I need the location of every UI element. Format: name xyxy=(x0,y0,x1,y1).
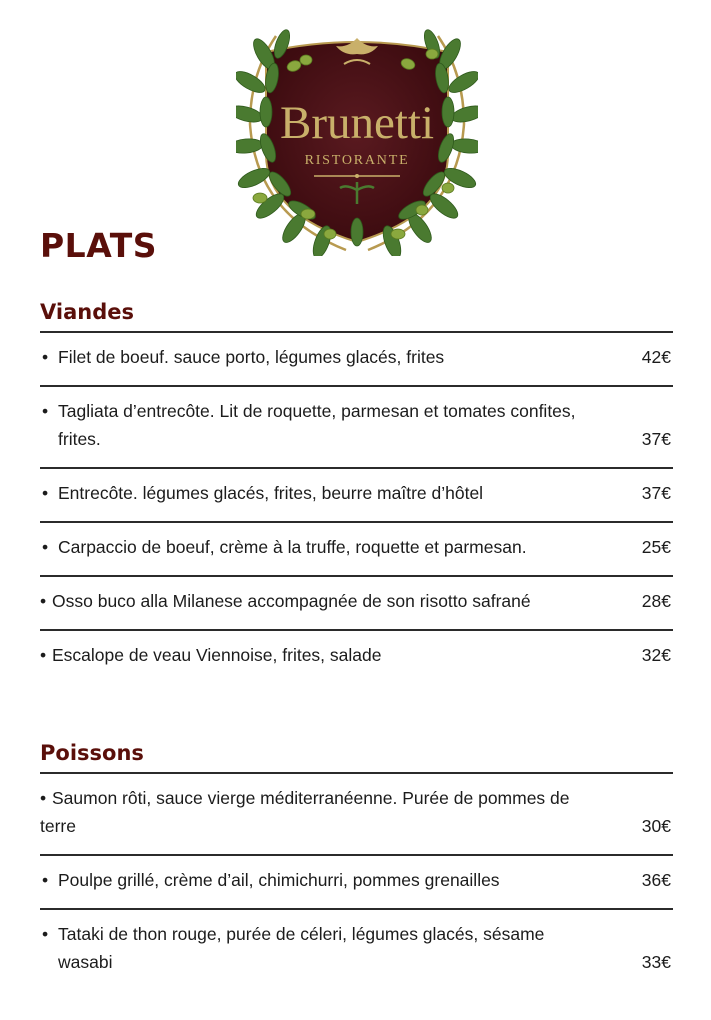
divider xyxy=(40,385,673,387)
item-description-cont: terre xyxy=(40,816,76,836)
item-description: Saumon rôti, sauce vierge méditerranéenne. Purée de pommes de xyxy=(52,788,570,808)
menu-item: • Poulpe grillé, crème d’ail, chimichurri, pommes grenailles 36€ xyxy=(40,866,673,894)
section-viandes xyxy=(40,297,673,669)
page-title: PLATS xyxy=(40,226,157,265)
item-description: Carpaccio de boeuf, crème à la truffe, roquette et parmesan. xyxy=(58,537,527,557)
item-price: 32€ xyxy=(641,645,671,665)
divider xyxy=(40,521,673,523)
divider xyxy=(40,629,673,631)
item-description-cont: frites. xyxy=(58,429,101,449)
menu-item: • Saumon rôti, sauce vierge méditerranéenne. Purée de pommes de terre 30€ xyxy=(40,784,673,840)
section-title: Poissons xyxy=(40,741,144,765)
divider xyxy=(40,772,673,774)
menu-item: • Osso buco alla Milanese accompagnée de son risotto safrané 28€ xyxy=(40,587,673,615)
menu-item: • Tagliata d’entrecôte. Lit de roquette, parmesan et tomates confites, frites. 37€ xyxy=(40,397,673,453)
item-description-cont: wasabi xyxy=(58,952,113,972)
item-description: Osso buco alla Milanese accompagnée de son risotto safrané xyxy=(52,591,531,611)
item-price: 36€ xyxy=(641,870,671,890)
divider xyxy=(40,467,673,469)
item-description: Poulpe grillé, crème d’ail, chimichurri, pommes grenailles xyxy=(58,870,500,890)
divider xyxy=(40,575,673,577)
item-description: Filet de boeuf. sauce porto, légumes glacés, frites xyxy=(58,347,445,367)
item-price: 25€ xyxy=(641,537,671,557)
menu-item: • Carpaccio de boeuf, crème à la truffe, roquette et parmesan. 25€ xyxy=(40,533,673,561)
item-description: Tataki de thon rouge, purée de céleri, légumes glacés, sésame xyxy=(58,924,545,944)
item-description: Entrecôte. légumes glacés, frites, beurre maître d’hôtel xyxy=(58,483,484,503)
section-title: Viandes xyxy=(40,300,134,324)
menu-item: • Entrecôte. légumes glacés, frites, beurre maître d’hôtel 37€ xyxy=(40,479,673,507)
menu-item: • Filet de boeuf. sauce porto, légumes glacés, frites 42€ xyxy=(40,343,673,371)
svg-text:Brunetti: Brunetti xyxy=(279,97,435,149)
item-price: 42€ xyxy=(641,347,671,367)
menu-item: • Escalope de veau Viennoise, frites, salade 32€ xyxy=(40,641,673,669)
section-poissons xyxy=(40,738,673,976)
svg-text:RISTORANTE: RISTORANTE xyxy=(304,153,410,168)
divider xyxy=(40,908,673,910)
divider xyxy=(40,854,673,856)
divider xyxy=(40,331,673,333)
laurel-wreath-icon xyxy=(236,24,478,256)
item-description: Escalope de veau Viennoise, frites, salade xyxy=(52,645,382,665)
menu-item: • Tataki de thon rouge, purée de céleri, légumes glacés, sésame wasabi 33€ xyxy=(40,920,673,976)
restaurant-logo xyxy=(236,24,478,256)
item-price: 30€ xyxy=(641,816,671,836)
item-price: 33€ xyxy=(641,952,671,972)
item-price: 28€ xyxy=(641,591,671,611)
item-description: Tagliata d’entrecôte. Lit de roquette, parmesan et tomates confites, xyxy=(58,401,576,421)
item-price: 37€ xyxy=(641,483,671,503)
item-price: 37€ xyxy=(641,429,671,449)
